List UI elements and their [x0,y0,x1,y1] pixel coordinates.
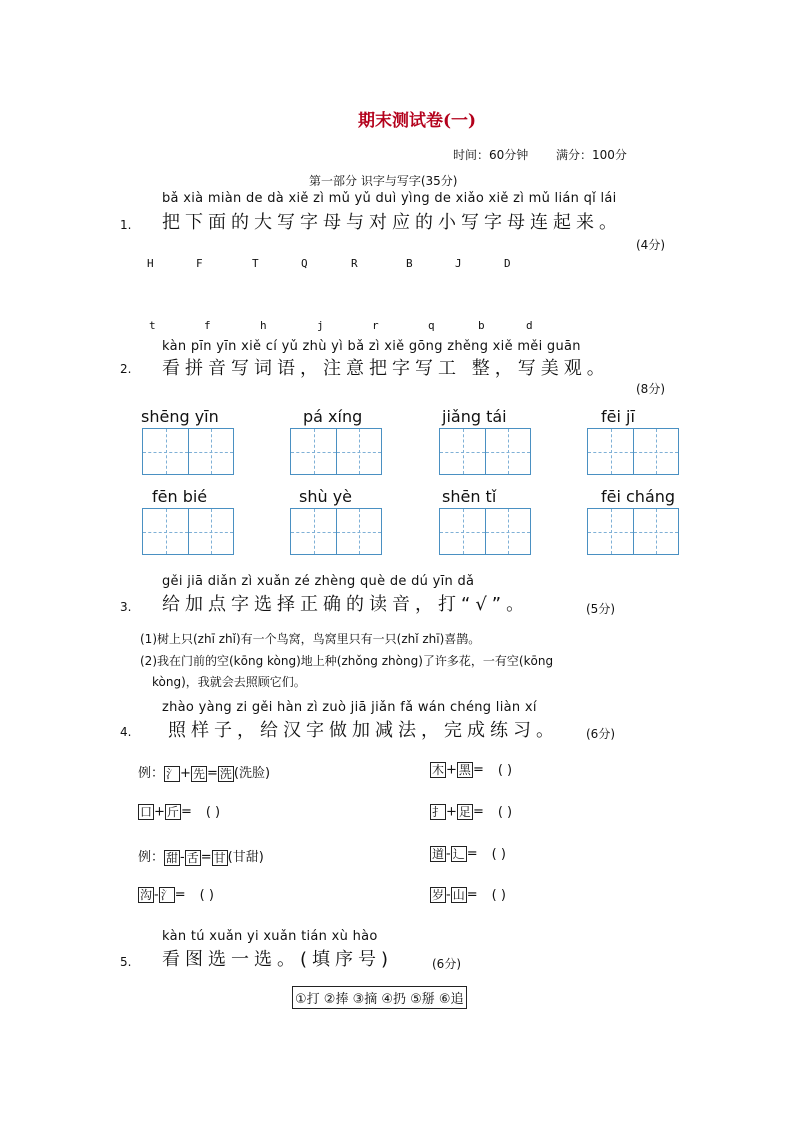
lowercase-letter[interactable]: j [317,319,324,332]
lowercase-letter[interactable]: r [372,319,379,332]
uppercase-letter[interactable]: F [196,257,203,270]
answer-blank[interactable]: ( ) [205,804,221,820]
writing-grid[interactable] [290,428,382,475]
answer-blank[interactable]: ( ) [491,846,506,862]
answer-blank[interactable]: ( ) [491,887,506,903]
q2-text: 看拼音写词语，注意把字写工 整，写美观。 [162,358,610,379]
q3-sentence-2[interactable]: (2)我在门前的空(kōng kòng)地上种(zhǒng zhòng)了许多花，一有空(kōng [140,654,554,668]
writing-grid[interactable] [142,428,234,475]
answer-blank[interactable]: ( ) [497,762,513,778]
q1-text: 把下面的大写字母与对应的小写字母连起来。 [162,212,622,233]
option-list: ①打 ②捧 ③摘 ④扔 ⑤掰 ⑥追 [292,986,467,1009]
word-pinyin: shù yè [299,487,353,506]
lowercase-letter[interactable]: d [526,319,533,332]
word-pinyin: fēi jī [601,407,635,426]
uppercase-letter[interactable]: T [252,257,259,270]
q5-pinyin: kàn tú xuǎn yi xuǎn tián xù hào [162,929,378,944]
part-one-heading: 第一部分 识字与写字(35分) [309,174,458,188]
q4-pinyin: zhào yàng zi gěi hàn zì zuò jiā jiǎn fǎ wán chéng liàn xí [162,700,537,715]
q1-pinyin: bǎ xià miàn de dà xiě zì mǔ yǔ duì yìng de xiǎo xiě zì mǔ lián qǐ lái [162,191,617,206]
lowercase-letter[interactable]: f [204,319,211,332]
addition-item: 扌 + 足 = ( ) [432,804,513,820]
writing-grid[interactable] [439,428,531,475]
q1-number: 1. [120,218,132,232]
word-pinyin: fēi cháng [601,487,676,506]
word-pinyin: shēng yīn [141,407,219,426]
writing-grid[interactable] [290,508,382,555]
answer-blank[interactable]: ( ) [199,887,214,903]
lowercase-letter[interactable]: b [478,319,485,332]
subtraction-item: 道 - 辶 = ( ) [432,846,506,862]
exam-time: 时间：60分钟 [453,148,529,162]
q5-number: 5. [120,955,132,969]
word-pinyin: fēn bié [152,487,208,506]
lowercase-letter[interactable]: h [260,319,267,332]
uppercase-letter[interactable]: D [504,257,511,270]
answer-blank[interactable]: ( ) [497,804,513,820]
q3-sentence-1[interactable]: (1)树上只(zhī zhǐ)有一个鸟窝，鸟窝里只有一只(zhǐ zhī)喜鹊。 [140,632,481,646]
uppercase-letter[interactable]: R [351,257,358,270]
q3-sentence-2-cont[interactable]: kòng)，我就会去照顾它们。 [152,675,306,689]
q4-number: 4. [120,725,132,739]
q4-score: (6分) [586,727,615,741]
writing-grid[interactable] [587,508,679,555]
q3-number: 3. [120,600,132,614]
lowercase-letter[interactable]: q [428,319,435,332]
q3-pinyin: gěi jiā diǎn zì xuǎn zé zhèng què de dú yīn dǎ [162,574,475,589]
q2-number: 2. [120,362,132,376]
uppercase-letter[interactable]: B [406,257,413,270]
q3-text: 给加点字选择正确的读音，打“√”。 [162,594,530,615]
addition-item: 口 + 斤 = ( ) [140,804,221,820]
subtraction-item: 沟 - 氵 = ( ) [140,887,214,903]
q3-score: (5分) [586,602,615,616]
word-pinyin: jiǎng tái [442,407,507,426]
q2-score: (8分) [636,382,665,396]
page-title: 期末测试卷(一) [357,111,477,131]
full-score: 满分：100分 [556,148,627,162]
subtraction-item: 岁 - 山 = ( ) [432,887,506,903]
writing-grid[interactable] [587,428,679,475]
word-pinyin: pá xíng [303,407,363,426]
lowercase-letter[interactable]: t [149,319,156,332]
word-pinyin: shēn tǐ [442,487,497,506]
writing-grid[interactable] [142,508,234,555]
q5-score: (6分) [432,957,461,971]
q2-pinyin: kàn pīn yīn xiě cí yǔ zhù yì bǎ zì xiě gōng zhěng xiě měi guān [162,339,581,354]
uppercase-letter[interactable]: J [455,257,462,270]
q5-text: 看图选一选。(填序号) [162,949,394,970]
example-addition: 例： 氵 + 先 = 洗 (洗脸) [138,766,271,781]
uppercase-letter[interactable]: H [147,257,154,270]
q1-score: (4分) [636,238,665,252]
q4-text: 照样子，给汉字做加减法，完成练习。 [168,720,559,741]
addition-item: 木 + 黑 = ( ) [432,762,513,778]
example-subtraction: 例： 甜 - 舌 = 甘 (甘甜) [138,850,264,865]
uppercase-letter[interactable]: Q [301,257,308,270]
writing-grid[interactable] [439,508,531,555]
